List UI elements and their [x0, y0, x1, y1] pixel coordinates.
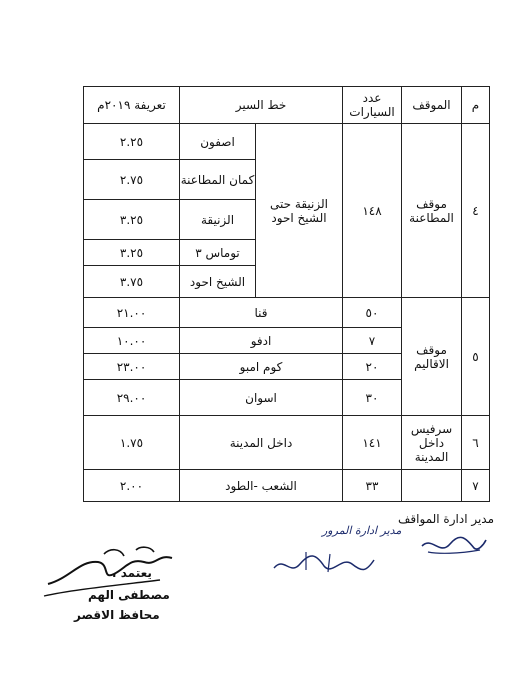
stand-name: موقف الاقاليم	[402, 298, 462, 416]
manager-title: مدير ادارة المواقف	[398, 512, 495, 526]
table-row	[84, 470, 490, 502]
car-count: ٢٠	[343, 354, 402, 380]
route-stop: الشيخ احود	[180, 266, 256, 298]
header-num: م	[462, 87, 490, 124]
fare-value: ٢.٧٥	[84, 160, 180, 200]
fare-value: ٢.٠٠	[84, 470, 180, 502]
fare-table	[83, 86, 490, 502]
route-name: اسوان	[180, 380, 343, 416]
route-name: الشعب -الطود	[180, 470, 343, 502]
fare-value: ١.٧٥	[84, 416, 180, 470]
row-number: ٧	[462, 470, 490, 502]
stand-name	[402, 470, 462, 502]
header-count: عدد السيارات	[343, 87, 402, 124]
header-fare: تعريفة ٢٠١٩م	[84, 87, 180, 124]
route-stop: كمان المطاعنة	[180, 160, 256, 200]
car-count: ٧	[343, 328, 402, 354]
main-route: الزنيقة حتى الشيخ احود	[256, 124, 343, 298]
governor-name: مصطفى الهم	[88, 588, 170, 602]
route-name: داخل المدينة	[180, 416, 343, 470]
stand-name: موقف المطاعنة	[402, 124, 462, 298]
fare-value: ٢٩.٠٠	[84, 380, 180, 416]
approve-label: يعتمد ،	[112, 566, 152, 580]
header-stand: الموقف	[402, 87, 462, 124]
header-route: خط السير	[180, 87, 343, 124]
stand-name: سرفيس داخل المدينة	[402, 416, 462, 470]
fare-value: ١٠.٠٠	[84, 328, 180, 354]
row-number: ٤	[462, 124, 490, 298]
table-row	[84, 416, 490, 470]
fare-value: ٢٣.٠٠	[84, 354, 180, 380]
car-count: ١٤٨	[343, 124, 402, 298]
route-stop: توماس ٣	[180, 240, 256, 266]
fare-value: ٢١.٠٠	[84, 298, 180, 328]
traffic-note: مدير ادارة المرور	[322, 524, 402, 537]
car-count: ٥٠	[343, 298, 402, 328]
fare-value: ٣.٧٥	[84, 266, 180, 298]
route-name: كوم امبو	[180, 354, 343, 380]
traffic-signature-icon	[270, 546, 380, 580]
car-count: ١٤١	[343, 416, 402, 470]
route-stop: اصفون	[180, 124, 256, 160]
row-number: ٥	[462, 298, 490, 416]
route-stop: الزنيقة	[180, 200, 256, 240]
car-count: ٣٠	[343, 380, 402, 416]
manager-signature-icon	[418, 532, 488, 560]
governor-title: محافظ الاقصر	[74, 608, 160, 622]
route-name: ادفو	[180, 328, 343, 354]
fare-value: ٣.٢٥	[84, 240, 180, 266]
fare-value: ٣.٢٥	[84, 200, 180, 240]
table-row	[84, 124, 490, 160]
row-number: ٦	[462, 416, 490, 470]
route-name: قنا	[180, 298, 343, 328]
table-header-row	[84, 87, 490, 124]
fare-value: ٢.٢٥	[84, 124, 180, 160]
table-row	[84, 298, 490, 328]
car-count: ٣٣	[343, 470, 402, 502]
